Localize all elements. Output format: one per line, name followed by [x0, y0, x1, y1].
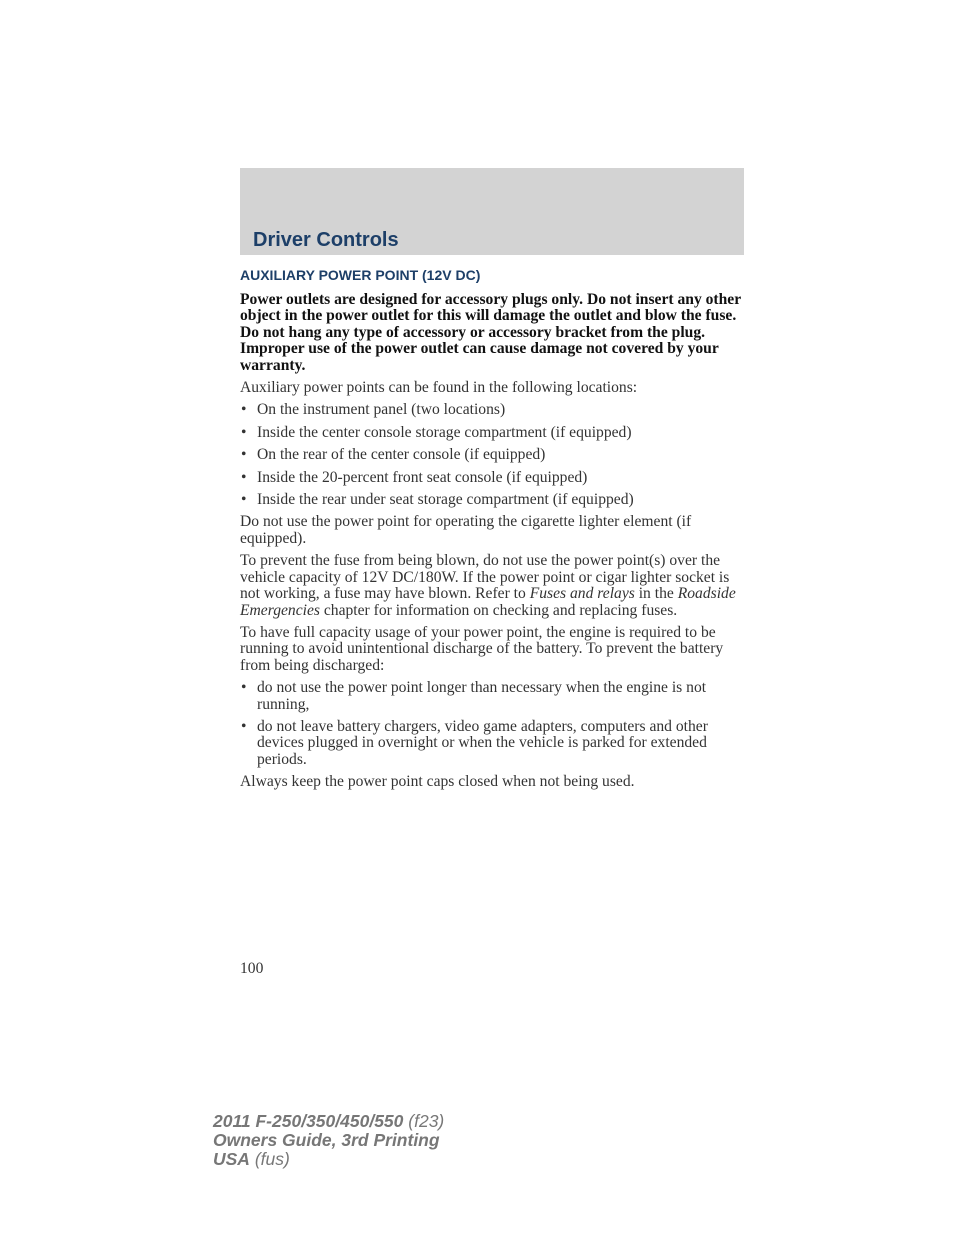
list-item: • Inside the 20-percent front seat console (if equipped): [241, 468, 588, 486]
closing-paragraph: Always keep the power point caps closed when not being used.: [240, 773, 635, 791]
bullet-icon: •: [241, 446, 247, 464]
chapter-header-band: [240, 168, 744, 255]
intro-paragraph: Auxiliary power points can be found in the following locations:: [240, 379, 638, 397]
list-item: • On the rear of the center console (if equipped): [241, 446, 546, 464]
section-heading: AUXILIARY POWER POINT (12V DC): [240, 267, 481, 283]
page-content: [240, 266, 744, 797]
list-item: • Inside the rear under seat storage compartment (if equipped): [241, 491, 634, 509]
lighter-note: Do not use the power point for operating the cigarette lighter element (if equipped).: [240, 513, 692, 547]
capacity-list: [240, 680, 744, 768]
document-footer: 2011 F-250/350/450/550 (f23) Owners Guide, 3rd Printing USA (fus): [213, 1111, 445, 1169]
fuses-relays-reference: Fuses and relays: [529, 585, 635, 603]
list-item: • Inside the center console storage compartment (if equipped): [241, 423, 632, 441]
chapter-title: Driver Controls: [253, 229, 399, 251]
bullet-icon: •: [241, 491, 247, 509]
bullet-icon: •: [241, 468, 247, 486]
list-item: • do not leave battery chargers, video game adapters, computers and other devices plugged in overnight or when the vehicle is parked for extended periods.: [241, 717, 708, 768]
list-item: • do not use the power point longer than necessary when the engine is not running,: [241, 679, 707, 713]
bullet-icon: •: [241, 423, 247, 441]
roadside-emergencies-reference: Roadside Emergencies: [240, 585, 736, 619]
bullet-icon: •: [241, 717, 247, 735]
page-number: 100: [240, 960, 264, 977]
bullet-icon: •: [241, 401, 247, 419]
bullet-icon: •: [241, 679, 247, 697]
locations-list: [240, 402, 744, 508]
fuse-paragraph: To prevent the fuse from being blown, do not use the power point(s) over the vehicle capacity of 12V DC/180W. If the power point or cigar lighter socket is not working, a fuse may have blown. Refer to Fuses and relays in the Roadside Emergencies chapter for information on checking and replacing fuses.: [240, 552, 736, 619]
capacity-paragraph: To have full capacity usage of your power point, the engine is required to be running to avoid unintentional discharge of the battery. To prevent the battery from being discharged:: [240, 623, 724, 674]
list-item: • On the instrument panel (two locations): [241, 401, 506, 419]
warning-text: Power outlets are designed for accessory plugs only. Do not insert any other object in the power outlet for this will damage the outlet and blow the fuse. Do not hang any type of accessory or accessory bracket from the plug. Improper use of the power outlet can cause damage not covered by your warranty.: [240, 291, 741, 374]
